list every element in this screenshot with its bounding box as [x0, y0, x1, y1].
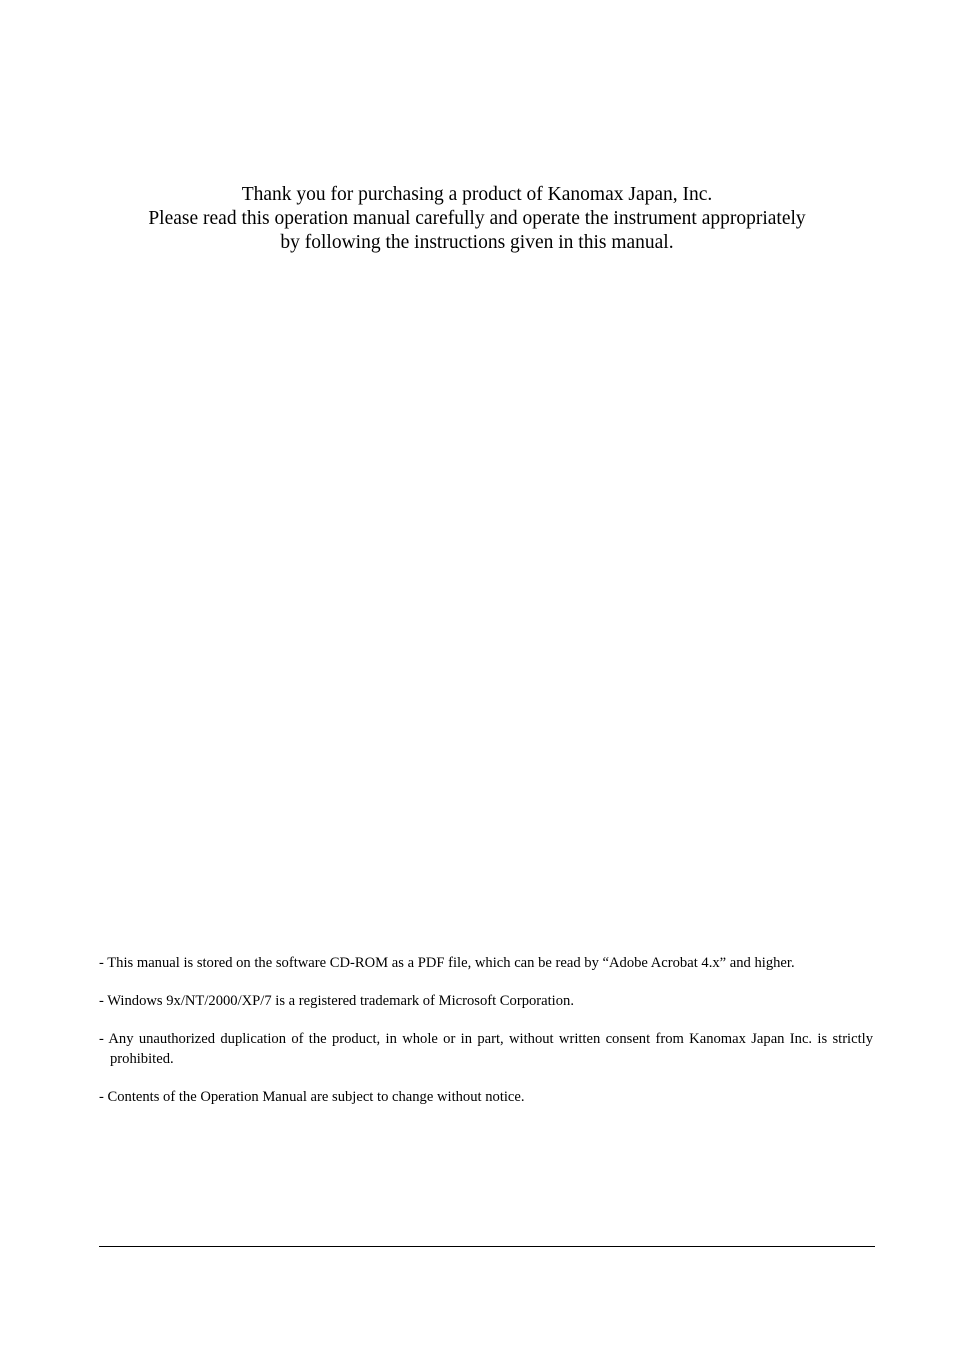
- notice-pdf-manual: - This manual is stored on the software CD-ROM as a PDF file, which can be read by “Adobe Acrobat 4.x” and higher.: [99, 955, 795, 971]
- footer-divider: [99, 1246, 875, 1247]
- notice-trademark: - Windows 9x/NT/2000/XP/7 is a registered trademark of Microsoft Corporation.: [99, 993, 574, 1009]
- intro-line-2: Please read this operation manual carefully and operate the instrument appropriately: [148, 208, 806, 229]
- notice-change: - Contents of the Operation Manual are subject to change without notice.: [99, 1089, 525, 1105]
- notice-duplication: - Any unauthorized duplication of the product, in whole or in part, without written consent from Kanomax Japan Inc. is strictly prohibited.: [99, 1031, 873, 1067]
- intro-line-3: by following the instructions given in this manual.: [280, 232, 674, 253]
- intro-line-1: Thank you for purchasing a product of Kanomax Japan, Inc.: [241, 184, 713, 205]
- intro-message: [0, 183, 954, 255]
- notice-list: [99, 953, 873, 1125]
